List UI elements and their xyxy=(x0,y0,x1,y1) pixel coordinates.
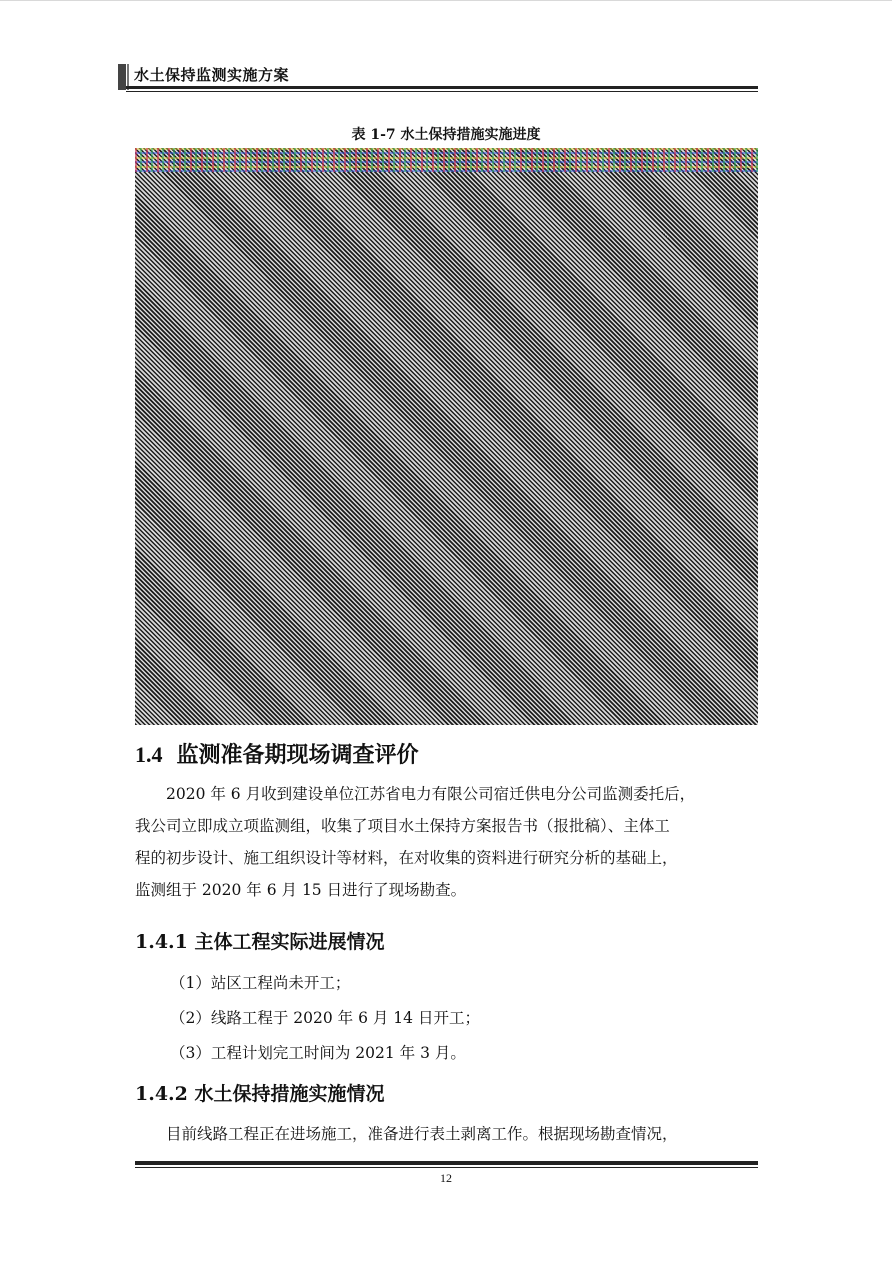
subsection-heading-1-4-1: 1.4.1 主体工程实际进展情况 xyxy=(135,931,385,953)
paragraph-line: 我公司立即成立项监测组，收集了项目水土保持方案报告书（报批稿）、主体工 xyxy=(135,817,670,835)
paragraph-line: 2020 年 6 月收到建设单位江苏省电力有限公司宿迁供电分公司监测委托后， xyxy=(166,785,696,803)
list-item: （2）线路工程于 2020 年 6 月 14 日开工； xyxy=(170,1009,480,1027)
table-caption: 表 1-7 水土保持措施实施进度 xyxy=(351,127,541,143)
header-title: 水土保持监测实施方案 xyxy=(134,66,290,84)
section-paragraph xyxy=(135,778,758,906)
paragraph-line: 监测组于 2020 年 6 月 15 日进行了现场勘查。 xyxy=(135,881,467,899)
paragraph-line: 程的初步设计、施工组织设计等材料，在对收集的资料进行研究分析的基础上， xyxy=(135,849,678,867)
section-title: 监测准备期现场调查评价 xyxy=(176,742,419,768)
subsection-heading-1-4-2: 1.4.2 水土保持措施实施情况 xyxy=(135,1083,385,1105)
header-accent-bar xyxy=(118,64,126,90)
table-image-noise-band xyxy=(135,148,758,172)
page-number: 12 xyxy=(440,1171,452,1185)
section-number: 1.4 xyxy=(135,742,163,767)
list-item: （1）站区工程尚未开工； xyxy=(170,974,351,992)
header-rule xyxy=(126,86,758,89)
paragraph-line: 目前线路工程正在进场施工，准备进行表土剥离工作。根据现场勘查情况， xyxy=(166,1125,678,1143)
footer-rule xyxy=(135,1161,758,1165)
subsection-paragraph xyxy=(135,1118,758,1150)
header-rule-thin xyxy=(126,91,758,92)
page-top-edge xyxy=(0,0,892,1)
list-item: （3）工程计划完工时间为 2021 年 3 月。 xyxy=(170,1044,466,1062)
table-image-placeholder xyxy=(135,148,758,725)
footer-rule-thin xyxy=(135,1167,758,1168)
section-heading xyxy=(135,738,419,769)
